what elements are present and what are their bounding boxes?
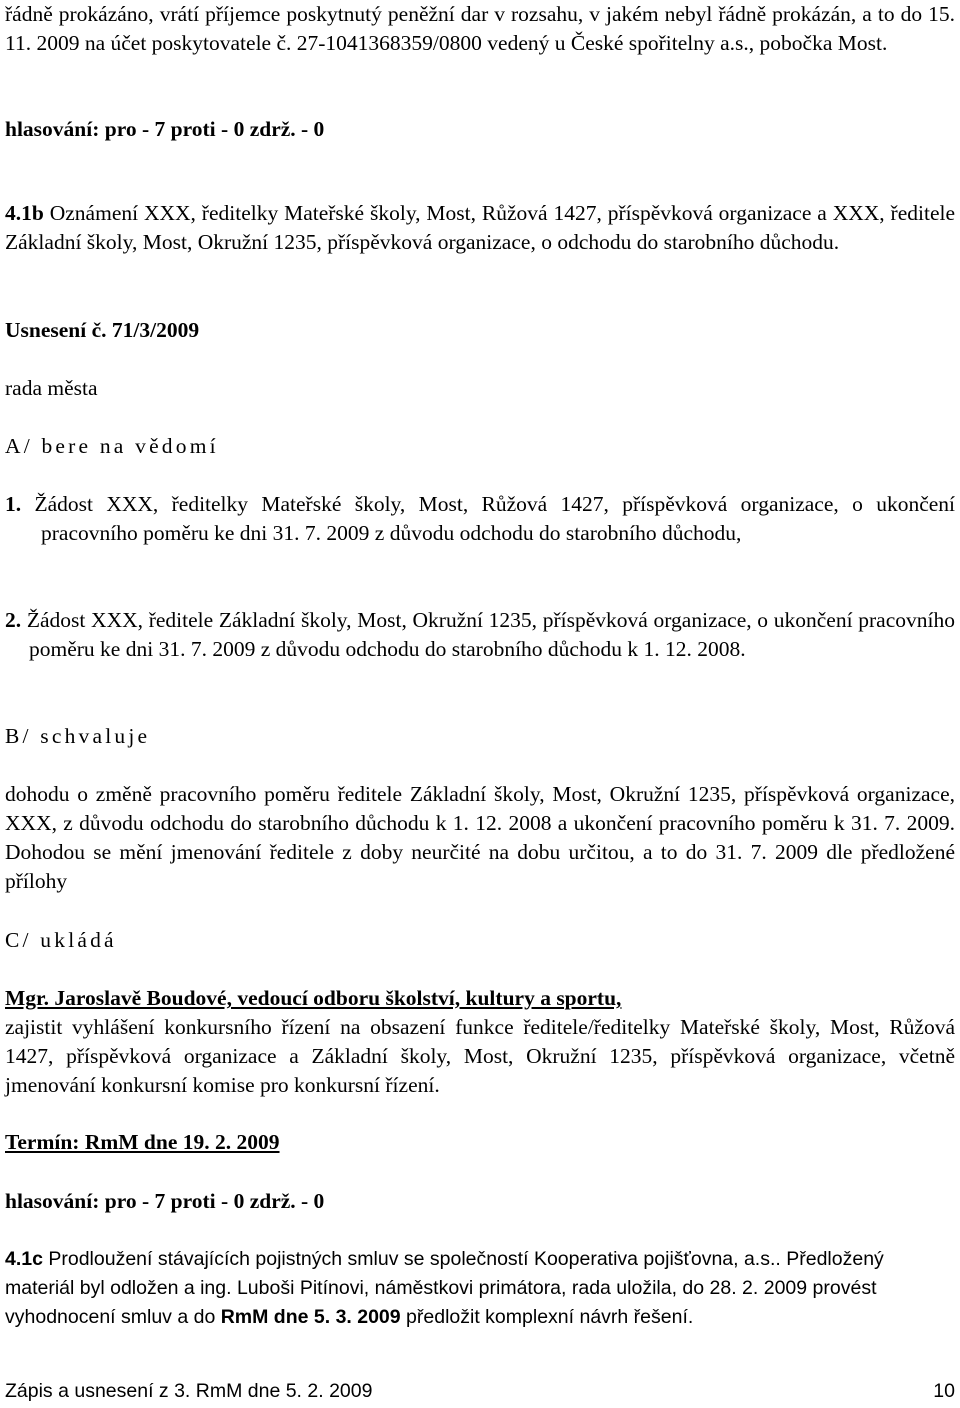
section-a-item-1 — [5, 490, 955, 548]
section-b-text: dohodu o změně pracovního poměru ředitele Základní školy, Most, Okružní 1235, příspěvková organizace, XXX, z důvodu odchodu do starobního důchodu k 1. 12. 2008 a ukončení pracovního poměru k 31. 7. 2009. Dohodou se mění jmenování ředitele z doby neurčité na dobu určitou, a to do 31. 7. 2009 dle předložené přílohy — [5, 782, 955, 893]
resolution-label: Usnesení č. — [5, 318, 107, 342]
section-c-heading: C/ ukládá — [5, 928, 117, 952]
agenda-item-number: 4.1b — [5, 201, 44, 225]
vote-result-1: hlasování: pro - 7 proti - 0 zdrž. - 0 — [5, 117, 325, 141]
list-item-content — [5, 490, 955, 548]
resolution-id: 71/3/2009 — [106, 318, 200, 342]
footer-title: Zápis a usnesení z 3. RmM dne 5. 2. 2009 — [5, 1380, 373, 1402]
agenda-item-text-end: předložit komplexní návrh řešení. — [400, 1306, 694, 1328]
section-c-assignee — [5, 984, 955, 1013]
section-a-item-2 — [5, 606, 955, 664]
page-number: 10 — [933, 1380, 955, 1402]
list-item-text: Žádost XXX, ředitelky Mateřské školy, Most, Růžová 1427, příspěvková organizace, o ukončení pracovního poměru ke dni 31. 7. 2009 z důvodu odchodu do starobního důchodu, — [21, 492, 955, 545]
vote-result-2: hlasování: pro - 7 proti - 0 zdrž. - 0 — [5, 1189, 325, 1213]
list-item-content — [5, 606, 955, 664]
resolution-body: rada města — [5, 376, 98, 400]
assignee-title: Mgr. — [5, 986, 49, 1010]
meeting-date: RmM dne 5. 3. 2009 — [220, 1306, 401, 1328]
list-item-text: Žádost XXX, ředitele Základní školy, Most, Okružní 1235, příspěvková organizace, o ukončení pracovního poměru ke dni 31. 7. 2009 z důvodu odchodu do starobního důchodu k 1. 12. 2008. — [21, 608, 955, 661]
section-a-heading: A/ bere na vědomí — [5, 434, 219, 458]
list-item-number: 1. — [5, 492, 22, 516]
agenda-item-text: Prodloužení stávajících pojistných smluv se společností Kooperativa pojišťovna, a.s.. Předložený materiál byl odložen a ing. Luboši Pitínovi, náměstkovi primátora, rada uložila, do 28. 2. 2009 provést vyhodnocení smluv a do — [5, 1248, 884, 1328]
deadline: Termín: RmM dne 19. 2. 2009 — [5, 1130, 280, 1154]
agenda-item-4-1c — [5, 1245, 955, 1332]
intro-paragraph: řádně prokázáno, vrátí příjemce poskytnutý peněžní dar v rozsahu, v jakém nebyl řádně prokázán, a to do 15. 11. 2009 na účet poskytovatele č. 27-1041368359/0800 vedený u České spořitelny a.s., pobočka Most. — [5, 2, 955, 55]
assignee-name: Jaroslavě Boudové, vedoucí odboru školství, kultury a sportu, — [49, 986, 622, 1010]
agenda-item-4-1b — [5, 199, 955, 257]
section-b-heading: B/ schvaluje — [5, 724, 151, 748]
agenda-item-number: 4.1c — [5, 1248, 43, 1270]
agenda-item-text: Oznámení XXX, ředitelky Mateřské školy, Most, Růžová 1427, příspěvková organizace a XXX, ředitele Základní školy, Most, Okružní 1235, příspěvková organizace, o odchodu do starobního důchodu. — [5, 201, 955, 254]
list-item-number: 2. — [5, 608, 22, 632]
resolution-number — [5, 316, 955, 345]
section-c-text: zajistit vyhlášení konkursního řízení na obsazení funkce ředitele/ředitelky Mateřské školy, Most, Růžová 1427, příspěvková organizace a Základní školy, Most, Okružní 1235, příspěvková organizace, včetně jmenování konkursní komise pro konkursní řízení. — [5, 1015, 955, 1097]
